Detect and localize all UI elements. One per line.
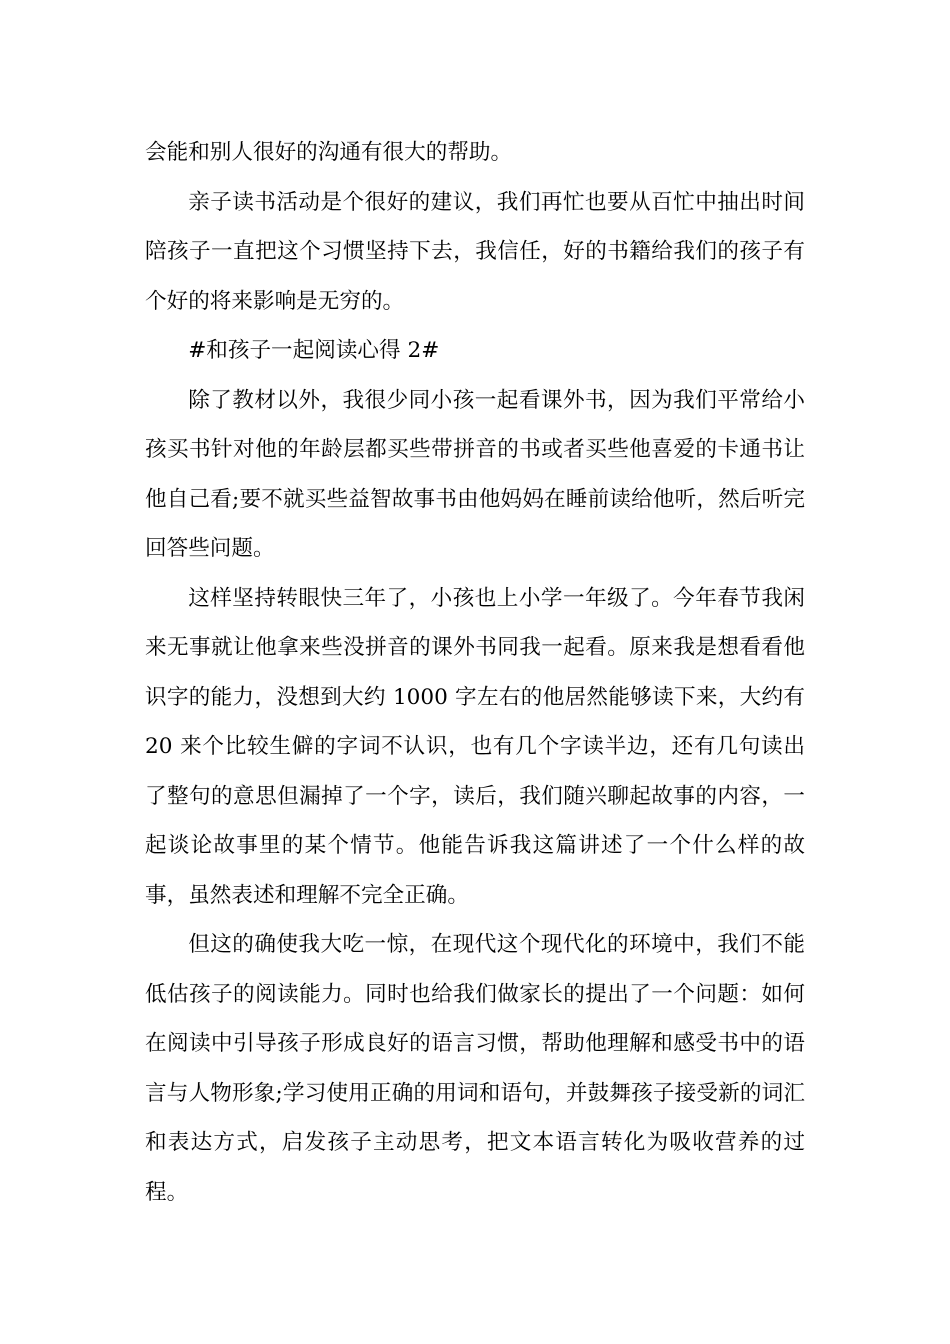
section-heading: #和孩子一起阅读心得 2# — [188, 338, 440, 363]
document-body — [145, 128, 805, 1217]
paragraph-2: 亲子读书活动是个很好的建议，我们再忙也要从百忙中抽出时间陪孩子一直把这个习惯坚持下去，我信任，好的书籍给我们的孩子有个好的将来影响是无穷的。 — [145, 189, 805, 314]
paragraph-4: 这样坚持转眼快三年了，小孩也上小学一年级了。今年春节我闲来无事就让他拿来些没拼音的课外书同我一起看。原来我是想看看他识字的能力，没想到大约 1000 字左右的他居然能够读下来，大约有 20 来个比较生僻的字词不认识，也有几个字读半边，还有几句读出了整句的意思但漏掉了一个字，读后，我们随兴聊起故事的内容，一起谈论故事里的某个情节。他能告诉我这篇讲述了一个什么样的故事，虽然表述和理解不完全正确。 — [145, 585, 805, 908]
paragraph-3: 除了教材以外，我很少同小孩一起看课外书，因为我们平常给小孩买书针对他的年龄层都买些带拼音的书或者买些他喜爱的卡通书让他自己看;要不就买些益智故事书由他妈妈在睡前读给他听，然后听完回答些问题。 — [145, 387, 805, 561]
paragraph-5: 但这的确使我大吃一惊，在现代这个现代化的环境中，我们不能低估孩子的阅读能力。同时也给我们做家长的提出了一个问题：如何在阅读中引导孩子形成良好的语言习惯，帮助他理解和感受书中的语言与人物形象;学习使用正确的用词和语句，并鼓舞孩子接受新的词汇和表达方式，启发孩子主动思考，把文本语言转化为吸收营养的过程。 — [145, 932, 805, 1205]
paragraph-1: 会能和别人很好的沟通有很大的帮助。 — [145, 140, 513, 165]
